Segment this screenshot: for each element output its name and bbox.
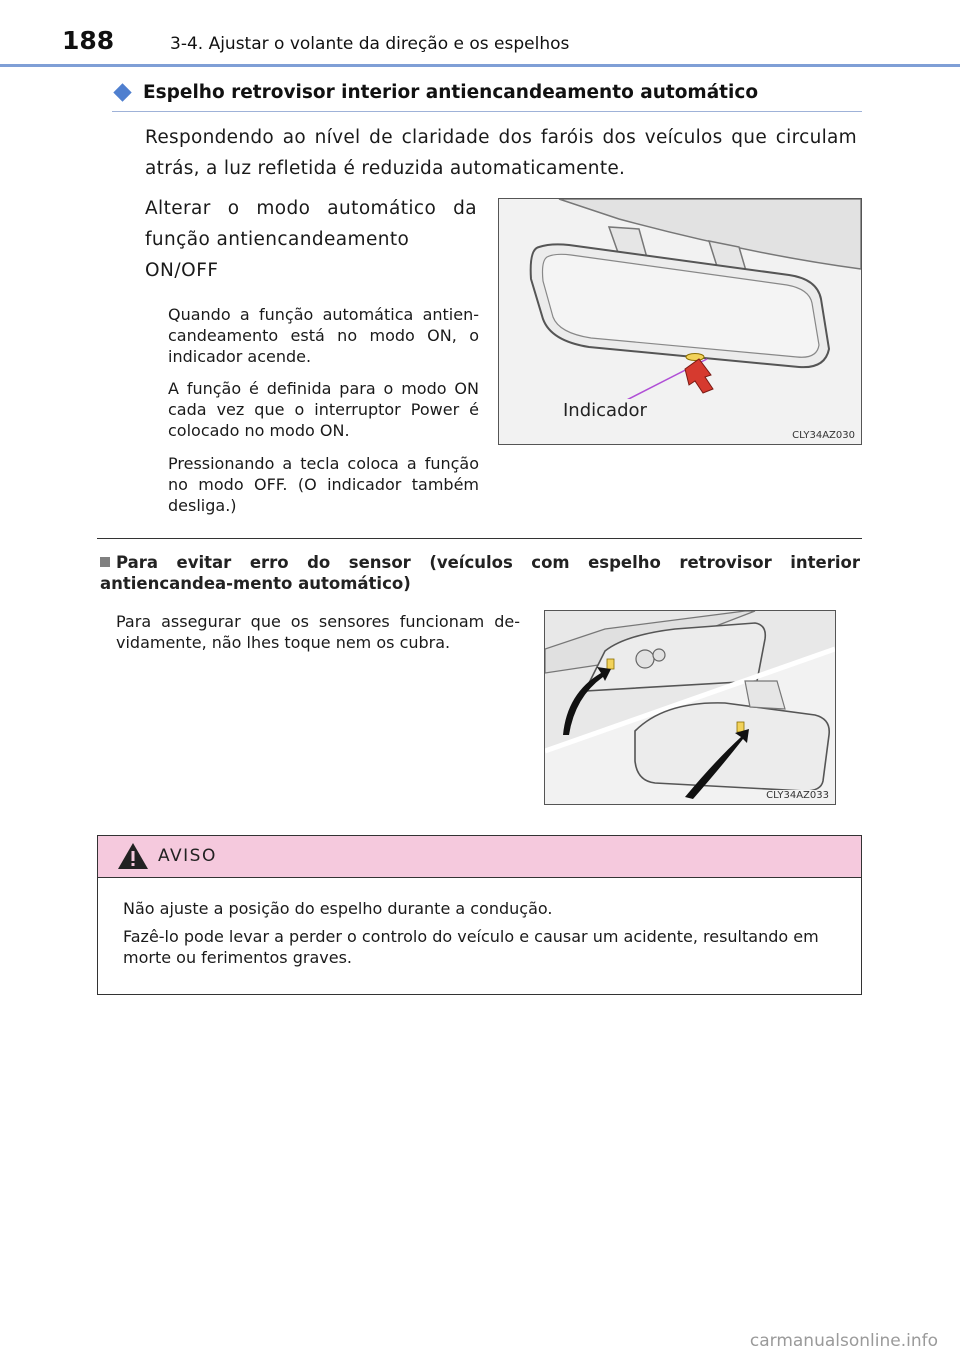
figure-code: CLY34AZ033 [766,790,829,801]
warning-triangle-icon [117,842,149,870]
step-state: ON/OFF [145,260,219,281]
sensor-heading [100,552,860,594]
step-text: Alterar o modo automático da função antiencandeamento [145,198,477,250]
header-title: 3-4. Ajustar o volante da direção e os espelhos [170,34,570,54]
section-heading-text: Espelho retrovisor interior antiencandeamento automático [143,82,759,103]
diamond-bullet-icon [113,83,131,101]
mirror-indicator-figure [498,198,862,445]
indicator-light [686,354,704,361]
section-heading [112,82,862,112]
figure-code: CLY34AZ030 [792,430,855,441]
intro-paragraph: Respondendo ao nível de claridade dos faróis dos veículos que circulam atrás, a luz refletida é reduzida automaticamente. [145,127,857,179]
indicator-label: Indicador [559,399,651,422]
square-bullet-icon [100,557,110,567]
watermark: carmanualsonline.info [749,1331,938,1351]
warning-body [123,898,848,975]
warning-header [98,836,861,878]
warning-label: AVISO [158,846,217,866]
warning-line-1: Não ajuste a posição do espelho durante a condução. [123,899,553,918]
note-1: Quando a função automática antien-candeamento está no modo ON, o indicador acende. [168,305,479,366]
sensor-heading-text: Para evitar erro do sensor (veículos com espelho retrovisor interior antiencandea-mento automático) [100,553,860,593]
section-divider [97,538,862,539]
mirror-sensor-figure [544,610,836,805]
warning-line-2: Fazê-lo pode levar a perder o controlo do veículo e causar um acidente, resultando em morte ou ferimentos graves. [123,927,819,967]
warning-box [97,835,862,995]
sensor-paragraph: Para assegurar que os sensores funcionam de-vidamente, não lhes toque nem os cubra. [116,612,520,652]
sensor-illustration [545,611,835,804]
header-rule [0,64,960,67]
page-number: 188 [62,26,115,55]
mirror-illustration [499,199,861,444]
note-3: Pressionando a tecla coloca a função no modo OFF. (O indicador também desliga.) [168,454,479,515]
note-2: A função é definida para o modo ON cada vez que o interruptor Power é colocado no modo ON. [168,379,479,440]
